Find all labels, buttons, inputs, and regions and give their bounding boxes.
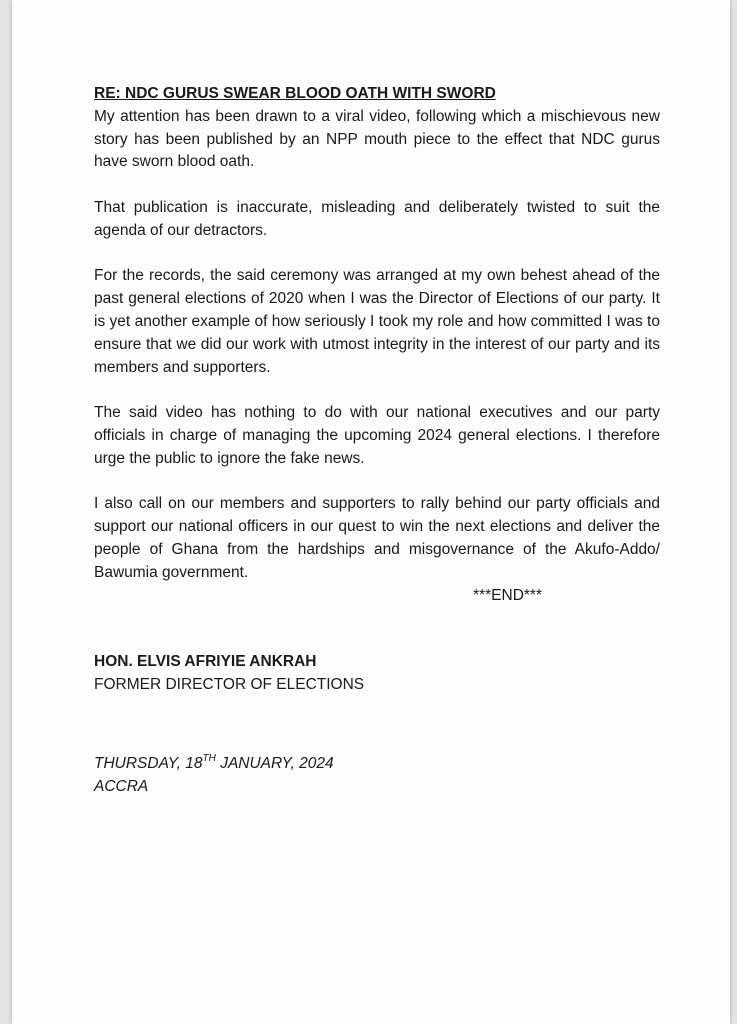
signature-block — [94, 651, 660, 697]
date-ordinal-suffix: TH — [202, 752, 216, 764]
paragraph-4: The said video has nothing to do with our national executives and our party officials in charge of managing the upcoming 2024 general elections. I therefore urge the public to ignore the fake news. — [94, 404, 660, 467]
paragraph-1: My attention has been drawn to a viral video, following which a mischievous new story has been published by an NPP mouth piece to the effect that NDC gurus have sworn blood oath. — [94, 107, 660, 171]
date-prefix: THURSDAY, 18 — [94, 754, 203, 772]
paragraph-2: That publication is inaccurate, misleading and deliberately twisted to suit the agenda of our detractors. — [94, 198, 660, 239]
document-body — [94, 83, 660, 799]
document-title: RE: NDC GURUS SWEAR BLOOD OATH WITH SWORD — [94, 85, 496, 102]
date-block — [94, 753, 660, 799]
end-marker: ***END*** — [473, 586, 542, 604]
signatory-name: HON. ELVIS AFRIYIE ANKRAH — [94, 653, 317, 671]
place: ACCRA — [94, 777, 149, 795]
paragraph-5: I also call on our members and supporters to rally behind our party officials and support our national officers in our quest to win the next elections and deliver the people of Ghana from the hardships and misgovernance of the Akufo-Addo/ Bawumia government. — [94, 495, 660, 581]
document-page — [12, 0, 730, 1024]
signatory-role: FORMER DIRECTOR OF ELECTIONS — [94, 676, 365, 694]
paragraph-3: For the records, the said ceremony was arranged at my own behest ahead of the past general elections of 2020 when I was the Director of Elections of our party. It is yet another example of how seriously I took my role and how committed I was to ensure that we did our work with utmost integrity in the interest of our party and its members and supporters. — [94, 267, 660, 376]
date-line — [94, 753, 660, 776]
date-rest: JANUARY, 2024 — [215, 754, 334, 772]
